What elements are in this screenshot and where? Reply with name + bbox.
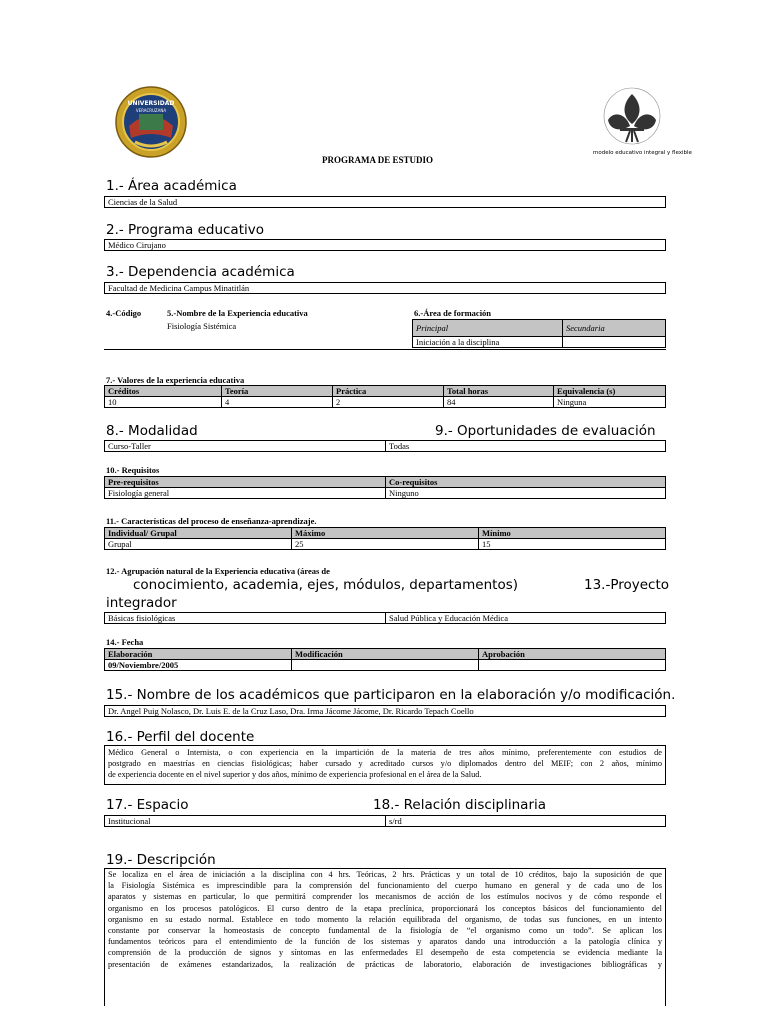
section-13-label-cont: integrador <box>106 595 177 611</box>
section-15-value: Dr. Angel Puig Nolasco, Dr. Luis E. de la Cruz Laso, Dra. Irma Jácome Jácome, Dr. Ricardo Tepach Coello <box>104 705 666 717</box>
practica-header: Práctica <box>333 386 444 397</box>
relacion-disciplinaria-value: s/rd <box>386 816 666 827</box>
section-9-label: 9.- Oportunidades de evaluación <box>435 423 656 439</box>
maximo-header: Máximo <box>292 528 479 539</box>
section-16-label: 16.- Perfil del docente <box>106 729 255 745</box>
section-4-rule <box>104 349 666 350</box>
teoria-header: Teoría <box>222 386 333 397</box>
section-3-label: 3.- Dependencia académica <box>106 264 295 280</box>
maximo-value: 25 <box>292 539 479 550</box>
minimo-header: Mínimo <box>479 528 666 539</box>
prerequisitos-value: Fisiología general <box>105 488 386 499</box>
svg-text:VERACRUZANA: VERACRUZANA <box>135 108 167 113</box>
descripcion-line: comprensión de la producción de signos y síntomas en las enfermedades El desempeño de esta competencia se evidencia mediante la <box>108 948 662 958</box>
section-1-value: Ciencias de la Salud <box>104 196 666 208</box>
elaboracion-value: 09/Noviembre/2005 <box>105 660 292 671</box>
descripcion-line: Se localiza en el área de iniciación a la disciplina con 4 hrs. Teóricas, 2 hrs. Prácticas y un total de 10 créditos, bajo la suposición de que <box>108 870 662 879</box>
modalidad-value: Curso-Taller <box>105 441 386 452</box>
section-2-value: Médico Cirujano <box>104 239 666 251</box>
codigo-label: 4.-Código <box>106 308 142 318</box>
descripcion-line: la Fisiología Sistémica es imprescindible para la comprensión del funcionamiento del cuerpo humano en general y de cada uno de los <box>108 881 662 891</box>
section-13-label: 13.-Proyecto <box>584 577 670 593</box>
creditos-value: 10 <box>105 397 222 408</box>
espacio-table <box>104 815 666 827</box>
creditos-header: Créditos <box>105 386 222 397</box>
descripcion-line: organismo en su estado normal. Establece en todo momento la relación equilibrada del organismo, de todas sus funciones, en un intento <box>108 914 662 924</box>
area-formacion-table <box>412 319 666 348</box>
section-8-label: 8.- Modalidad <box>106 423 198 439</box>
principal-header: Principal <box>413 320 563 337</box>
fecha-table <box>104 648 666 671</box>
meif-fleur-logo <box>596 86 672 156</box>
section-3-value: Facultad de Medicina Campus Minatitlán <box>104 282 666 294</box>
minimo-value: 15 <box>479 539 666 550</box>
descripcion-line: fundamentos teóricos para el entendimiento de la función de los sistemas y aparatos dando una introducción a la patología clínica y <box>108 937 662 947</box>
equivalencia-header: Equivalencia (s) <box>554 386 666 397</box>
proyecto-integrador-value: Salud Pública y Educación Médica <box>386 613 666 624</box>
espacio-value: Institucional <box>105 816 386 827</box>
descripcion-line: constante por conservar la homeostasis de concepto fundamental de la fisiología de “el organismo como un todo”. Se aplican los <box>108 926 662 936</box>
secundaria-value <box>563 337 666 348</box>
section-2-label: 2.- Programa educativo <box>106 222 264 238</box>
valores-table <box>104 385 666 408</box>
section-1-label: 1.- Área académica <box>106 178 237 194</box>
perfil-line: postgrado en maestrías en ciencias fisiológicas; haber cursado y acreditado cursos y/o diplomados dentro del MEIF; con 2 años, mínimo <box>108 759 662 769</box>
section-19-label: 19.- Descripción <box>106 852 216 868</box>
secundaria-header: Secundaria <box>563 320 666 337</box>
aprobacion-header: Aprobación <box>479 649 666 660</box>
modificacion-value <box>292 660 479 671</box>
agrupacion-table <box>104 612 666 624</box>
section-7-label: 7.- Valores de la experiencia educativa <box>106 375 245 385</box>
total-horas-value: 84 <box>444 397 554 408</box>
university-seal-logo <box>115 86 187 158</box>
section-17-label: 17.- Espacio <box>106 797 189 813</box>
elaboracion-header: Elaboración <box>105 649 292 660</box>
total-horas-header: Total horas <box>444 386 554 397</box>
section-15-label: 15.- Nombre de los académicos que participaron en la elaboración y/o modificación. <box>106 687 676 703</box>
modalidad-table <box>104 440 666 452</box>
page-title: PROGRAMA DE ESTUDIO <box>322 155 434 165</box>
svg-text:UNIVERSIDAD: UNIVERSIDAD <box>127 100 175 107</box>
practica-value: 2 <box>333 397 444 408</box>
section-10-label: 10.- Requisitos <box>106 465 160 475</box>
section-12-label-cont: conocimiento, academia, ejes, módulos, departamentos) <box>133 577 519 593</box>
individual-grupal-header: Individual/ Grupal <box>105 528 292 539</box>
section-19-box <box>104 868 666 1006</box>
perfil-line: de experiencia docente en el nivel superior y dos años, mínimo de experiencia profesional en el área de la Salud. <box>108 770 482 780</box>
oportunidades-value: Todas <box>386 441 666 452</box>
aprobacion-value <box>479 660 666 671</box>
descripcion-line: organismo en los procesos patológicos. El curso dentro de la etapa preclínica, proporcionará los conceptos básicos del funcionamiento del <box>108 903 662 913</box>
corequisitos-value: Ninguno <box>386 488 666 499</box>
individual-grupal-value: Grupal <box>105 539 292 550</box>
prerequisitos-header: Pre-requisitos <box>105 477 386 488</box>
meif-logo-caption: modelo educativo integral y flexible <box>593 150 692 156</box>
section-12-label: 12.- Agrupación natural de la Experiencia educativa (áreas de <box>106 566 330 576</box>
section-11-label: 11.- Características del proceso de enseñanza-aprendizaje. <box>106 516 317 526</box>
nombre-ee-label: 5.-Nombre de la Experiencia educativa <box>167 308 308 318</box>
section-16-box <box>104 745 666 785</box>
equivalencia-value: Ninguna <box>554 397 666 408</box>
principal-value: Iniciación a la disciplina <box>413 337 563 348</box>
teoria-value: 4 <box>222 397 333 408</box>
ensenanza-table <box>104 527 666 550</box>
descripcion-line: presentación de exámenes estandarizados, la realización de prácticas de laboratorio, elaboración de investigaciones bibliográficas y <box>108 959 662 969</box>
area-formacion-label: 6.-Área de formación <box>414 308 492 318</box>
nombre-ee-value: Fisiología Sistémica <box>167 321 237 331</box>
section-14-label: 14.- Fecha <box>106 637 144 647</box>
corequisitos-header: Co-requisitos <box>386 477 666 488</box>
agrupacion-value: Básicas fisiológicas <box>105 613 386 624</box>
perfil-line: Médico General o Internista, o con experiencia en la impartición de la materia de tres años mínimo, preferentemente con estudios de <box>108 748 662 757</box>
section-18-label: 18.- Relación disciplinaria <box>373 797 547 813</box>
descripcion-line: aparatos y sistemas en particular, lo que permitirá comprender los mecanismos de acción de los estímulos nocivos y de cómo responde el <box>108 892 662 902</box>
modificacion-header: Modificación <box>292 649 479 660</box>
requisitos-table <box>104 476 666 499</box>
